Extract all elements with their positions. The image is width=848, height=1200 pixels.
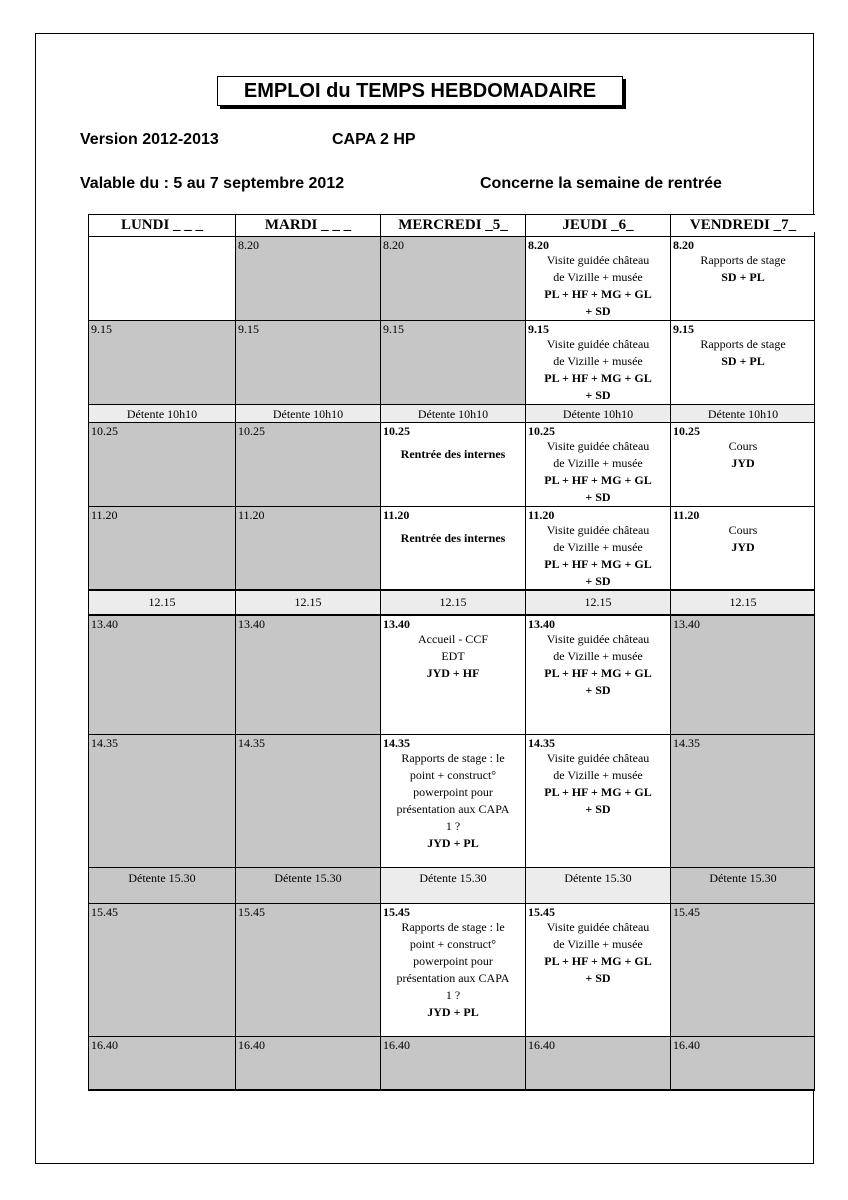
staff-line: PL + HF + MG + GL (544, 473, 652, 487)
slot-time: 13.40 (383, 617, 410, 631)
slot-vendredi-1025 (670, 422, 815, 506)
break-vendredi-morning: Détente 10h10 (670, 404, 815, 422)
slot-jeudi-1340 (525, 614, 670, 734)
slot-jeudi-0820 (525, 236, 670, 320)
slot-mercredi-1120 (380, 506, 525, 589)
staff-line: + SD (585, 388, 611, 402)
activity-line: Visite guidée château (546, 523, 650, 537)
slot-time: 14.35 (673, 736, 700, 750)
day-header-lundi: LUNDI _ _ _ (88, 214, 235, 236)
day-header-mardi: MARDI _ _ _ (235, 214, 380, 236)
activity-line: point + construct° (409, 768, 497, 782)
slot-vendredi-0915 (670, 320, 815, 404)
slot-time: 9.15 (91, 322, 112, 336)
activity-line: Cours (728, 523, 758, 537)
slot-time: 10.25 (238, 424, 265, 438)
slot-mardi-1120 (235, 506, 380, 589)
slot-mercredi-1340 (380, 614, 525, 734)
activity-line: Rapports de stage (700, 337, 786, 351)
break-mercredi-afternoon: Détente 15.30 (380, 867, 525, 903)
activity-line: présentation aux CAPA (396, 802, 510, 816)
table-right-border (814, 232, 815, 1090)
staff-line: JYD + PL (427, 836, 479, 850)
slot-time: 9.15 (383, 322, 404, 336)
slot-mardi-1435 (235, 734, 380, 867)
slot-mardi-0820 (235, 236, 380, 320)
slot-time: 9.15 (673, 322, 694, 336)
staff-line: + SD (585, 490, 611, 504)
slot-time: 15.45 (528, 905, 555, 919)
slot-time: 8.20 (528, 238, 549, 252)
staff-line: PL + HF + MG + GL (544, 785, 652, 799)
activity-line: EDT (441, 649, 465, 663)
slot-time: 14.35 (383, 736, 410, 750)
slot-time: 11.20 (673, 508, 700, 522)
activity-line: de Vizille + musée (553, 768, 643, 782)
slot-time: 11.20 (528, 508, 555, 522)
staff-line: PL + HF + MG + GL (544, 666, 652, 680)
break-lundi-morning: Détente 10h10 (88, 404, 235, 422)
activity-line: 1 ? (445, 819, 461, 833)
activity-line: de Vizille + musée (553, 354, 643, 368)
slot-time: 16.40 (91, 1038, 118, 1052)
slot-time: 16.40 (383, 1038, 410, 1052)
activity-line: Rentrée des internes (400, 531, 506, 545)
staff-line: + SD (585, 802, 611, 816)
slot-time: 11.20 (383, 508, 410, 522)
staff-line: PL + HF + MG + GL (544, 287, 652, 301)
slot-time: 8.20 (238, 238, 259, 252)
slot-time: 15.45 (91, 905, 118, 919)
slot-mercredi-1545 (380, 903, 525, 1036)
slot-jeudi-1435 (525, 734, 670, 867)
activity-line: point + construct° (409, 937, 497, 951)
break-jeudi-lunch: 12.15 (525, 589, 670, 614)
staff-line: PL + HF + MG + GL (544, 557, 652, 571)
activity-line: Visite guidée château (546, 632, 650, 646)
slot-mardi-0915 (235, 320, 380, 404)
slot-time: 9.15 (528, 322, 549, 336)
break-vendredi-afternoon: Détente 15.30 (670, 867, 815, 903)
slot-mercredi-1025 (380, 422, 525, 506)
break-lundi-afternoon: Détente 15.30 (88, 867, 235, 903)
staff-line: + SD (585, 574, 611, 588)
slot-time: 13.40 (238, 617, 265, 631)
page-title: EMPLOI du TEMPS HEBDOMADAIRE (217, 76, 623, 106)
activity-line: Cours (728, 439, 758, 453)
activity-line: de Vizille + musée (553, 649, 643, 663)
slot-time: 13.40 (91, 617, 118, 631)
break-mardi-morning: Détente 10h10 (235, 404, 380, 422)
slot-jeudi-1545 (525, 903, 670, 1036)
slot-time: 15.45 (673, 905, 700, 919)
slot-mercredi-1435 (380, 734, 525, 867)
slot-jeudi-0915 (525, 320, 670, 404)
table-bottom-border (88, 1089, 815, 1091)
slot-lundi-1340 (88, 614, 235, 734)
slot-jeudi-1640 (525, 1036, 670, 1089)
slot-time: 9.15 (238, 322, 259, 336)
slot-vendredi-1640 (670, 1036, 815, 1089)
slot-vendredi-1340 (670, 614, 815, 734)
staff-line: PL + HF + MG + GL (544, 954, 652, 968)
break-mercredi-lunch: 12.15 (380, 589, 525, 614)
slot-mardi-1640 (235, 1036, 380, 1089)
slot-mercredi-0820 (380, 236, 525, 320)
staff-line: JYD + PL (427, 1005, 479, 1019)
slot-time: 15.45 (238, 905, 265, 919)
slot-time: 14.35 (238, 736, 265, 750)
slot-lundi-1120 (88, 506, 235, 589)
activity-line: de Vizille + musée (553, 456, 643, 470)
break-jeudi-afternoon: Détente 15.30 (525, 867, 670, 903)
slot-time: 11.20 (91, 508, 118, 522)
slot-lundi-0820 (88, 236, 235, 320)
day-header-jeudi: JEUDI _6_ (525, 214, 670, 236)
slot-time: 13.40 (673, 617, 700, 631)
slot-mercredi-1640 (380, 1036, 525, 1089)
validity-label: Valable du : 5 au 7 septembre 2012 (80, 175, 345, 192)
break-lundi-lunch: 12.15 (88, 589, 235, 614)
activity-line: Rapports de stage : le (401, 751, 505, 765)
activity-line: présentation aux CAPA (396, 971, 510, 985)
staff-line: + SD (585, 971, 611, 985)
slot-time: 10.25 (383, 424, 410, 438)
slot-time: 15.45 (383, 905, 410, 919)
activity-line: de Vizille + musée (553, 270, 643, 284)
slot-time: 14.35 (91, 736, 118, 750)
slot-lundi-1435 (88, 734, 235, 867)
activity-line: de Vizille + musée (553, 540, 643, 554)
activity-line: Visite guidée château (546, 253, 650, 267)
day-header-mercredi: MERCREDI _5_ (380, 214, 525, 236)
slot-jeudi-1025 (525, 422, 670, 506)
staff-line: PL + HF + MG + GL (544, 371, 652, 385)
activity-line: powerpoint pour (413, 954, 493, 968)
day-header-vendredi: VENDREDI _7_ (670, 214, 815, 236)
slot-lundi-0915 (88, 320, 235, 404)
slot-time: 11.20 (238, 508, 265, 522)
slot-time: 16.40 (238, 1038, 265, 1052)
break-mardi-lunch: 12.15 (235, 589, 380, 614)
slot-vendredi-0820 (670, 236, 815, 320)
staff-line: JYD (731, 540, 755, 554)
break-mardi-afternoon: Détente 15.30 (235, 867, 380, 903)
activity-line: Rapports de stage : le (401, 920, 505, 934)
slot-lundi-1545 (88, 903, 235, 1036)
staff-line: SD + PL (721, 270, 765, 284)
slot-time: 10.25 (528, 424, 555, 438)
slot-mercredi-0915 (380, 320, 525, 404)
activity-line: 1 ? (445, 988, 461, 1002)
break-jeudi-morning: Détente 10h10 (525, 404, 670, 422)
slot-mardi-1545 (235, 903, 380, 1036)
activity-line: Visite guidée château (546, 337, 650, 351)
staff-line: + SD (585, 304, 611, 318)
activity-line: Visite guidée château (546, 439, 650, 453)
staff-line: + SD (585, 683, 611, 697)
slot-mardi-1340 (235, 614, 380, 734)
activity-line: Visite guidée château (546, 920, 650, 934)
slot-time: 10.25 (91, 424, 118, 438)
slot-time: 8.20 (383, 238, 404, 252)
break-mercredi-morning: Détente 10h10 (380, 404, 525, 422)
activity-line: Rapports de stage (700, 253, 786, 267)
slot-vendredi-1120 (670, 506, 815, 589)
staff-line: JYD + HF (426, 666, 480, 680)
activity-line: de Vizille + musée (553, 937, 643, 951)
activity-line: Accueil - CCF (418, 632, 488, 646)
slot-time: 13.40 (528, 617, 555, 631)
slot-mardi-1025 (235, 422, 380, 506)
slot-lundi-1640 (88, 1036, 235, 1089)
slot-vendredi-1435 (670, 734, 815, 867)
slot-jeudi-1120 (525, 506, 670, 589)
slot-lundi-1025 (88, 422, 235, 506)
slot-time: 14.35 (528, 736, 555, 750)
slot-time: 10.25 (673, 424, 700, 438)
slot-time: 16.40 (528, 1038, 555, 1052)
activity-line: powerpoint pour (413, 785, 493, 799)
staff-line: SD + PL (721, 354, 765, 368)
activity-line: Rentrée des internes (400, 447, 506, 461)
break-vendredi-lunch: 12.15 (670, 589, 815, 614)
class-label: CAPA 2 HP (332, 131, 416, 148)
slot-time: 16.40 (673, 1038, 700, 1052)
staff-line: JYD (731, 456, 755, 470)
activity-line: Visite guidée château (546, 751, 650, 765)
slot-time: 8.20 (673, 238, 694, 252)
slot-vendredi-1545 (670, 903, 815, 1036)
version-label: Version 2012-2013 (80, 131, 219, 148)
concern-label: Concerne la semaine de rentrée (480, 175, 722, 192)
